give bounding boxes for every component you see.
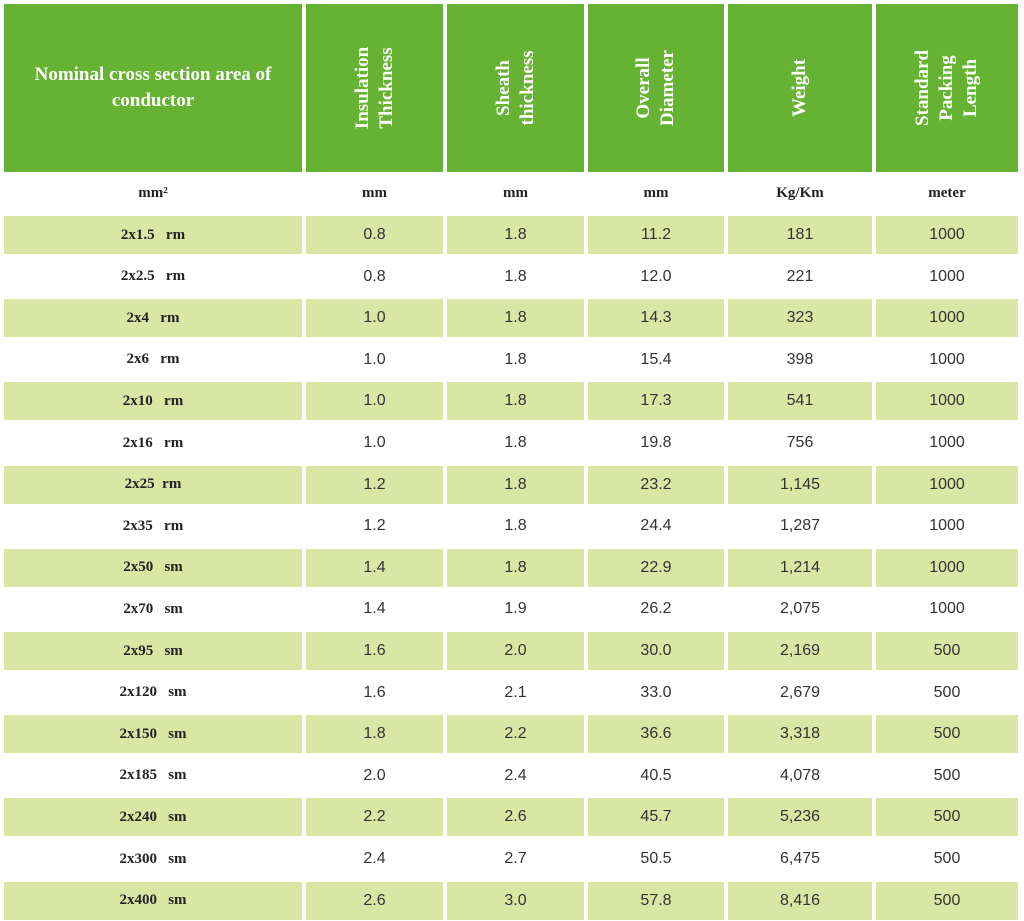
column-packing-length [876, 0, 1018, 921]
cell-insulation-thickness-row-5: 1.0 [306, 382, 443, 420]
cell-conductor-area-row-17: 2x400 sm [4, 882, 302, 920]
unit-packing-length: meter [928, 184, 966, 201]
cell-packing-length-row-7: 1000 [876, 466, 1018, 504]
cell-weight-row-12: 2,679 [779, 683, 821, 701]
cell-overall-diameter-row-15: 45.7 [588, 798, 724, 836]
header-label-sheath-thickness: Sheath thickness [492, 50, 538, 126]
cell-overall-diameter-row-13: 36.6 [588, 715, 724, 753]
cell-weight-row-9: 1,214 [728, 549, 872, 587]
cell-packing-length-row-2: 1000 [929, 267, 965, 285]
cell-conductor-area-row-15: 2x240 sm [4, 798, 302, 836]
cell-conductor-area-row-10: 2x70 sm [123, 600, 183, 617]
unit-overall-diameter: mm [643, 184, 669, 201]
cell-packing-length-row-13: 500 [876, 715, 1018, 753]
cell-weight-row-5: 541 [728, 382, 872, 420]
cell-packing-length-row-4: 1000 [929, 350, 965, 368]
cell-overall-diameter-row-9: 22.9 [588, 549, 724, 587]
cell-sheath-thickness-row-5: 1.8 [447, 382, 584, 420]
cell-conductor-area-row-14: 2x185 sm [119, 767, 187, 784]
cell-sheath-thickness-row-3: 1.8 [447, 299, 584, 337]
cell-sheath-thickness-row-14: 2.4 [504, 766, 527, 784]
cell-weight-row-2: 221 [786, 267, 814, 285]
cell-weight-row-7: 1,145 [728, 466, 872, 504]
cell-overall-diameter-row-3: 14.3 [588, 299, 724, 337]
cell-conductor-area-row-16: 2x300 sm [119, 850, 187, 867]
cell-insulation-thickness-row-16: 2.4 [363, 850, 386, 867]
header-insulation-thickness [306, 4, 443, 172]
cell-sheath-thickness-row-11: 2.0 [447, 632, 584, 670]
cell-conductor-area-row-1: 2x1.5 rm [4, 216, 302, 254]
cell-overall-diameter-row-17: 57.8 [588, 882, 724, 920]
cell-weight-row-15: 5,236 [728, 798, 872, 836]
header-overall-diameter [588, 4, 724, 172]
header-label-weight: Weight [789, 58, 810, 118]
cell-overall-diameter-row-12: 33.0 [640, 683, 672, 701]
cell-insulation-thickness-row-4: 1.0 [363, 350, 386, 368]
cell-weight-row-13: 3,318 [728, 715, 872, 753]
cell-overall-diameter-row-8: 24.4 [640, 517, 672, 535]
header-conductor-area: Nominal cross section area of conductor [4, 4, 302, 172]
cell-sheath-thickness-row-6: 1.8 [504, 434, 527, 451]
cell-insulation-thickness-row-14: 2.0 [363, 766, 386, 784]
cell-sheath-thickness-row-16: 2.7 [504, 850, 527, 867]
cell-packing-length-row-10: 1000 [929, 600, 965, 618]
cell-insulation-thickness-row-3: 1.0 [306, 299, 443, 337]
cell-conductor-area-row-13: 2x150 sm [4, 715, 302, 753]
unit-insulation-thickness: mm [362, 184, 387, 201]
cell-overall-diameter-row-1: 11.2 [588, 216, 724, 254]
cell-sheath-thickness-row-13: 2.2 [447, 715, 584, 753]
column-conductor-area [4, 0, 302, 921]
cell-packing-length-row-14: 500 [933, 766, 961, 784]
cell-insulation-thickness-row-1: 0.8 [306, 216, 443, 254]
cell-packing-length-row-11: 500 [876, 632, 1018, 670]
cell-sheath-thickness-row-1: 1.8 [447, 216, 584, 254]
cell-weight-row-14: 4,078 [779, 766, 821, 784]
cell-overall-diameter-row-11: 30.0 [588, 632, 724, 670]
header-weight [728, 4, 872, 172]
cell-sheath-thickness-row-17: 3.0 [447, 882, 584, 920]
cell-insulation-thickness-row-17: 2.6 [306, 882, 443, 920]
cell-insulation-thickness-row-9: 1.4 [306, 549, 443, 587]
cell-weight-row-6: 756 [786, 434, 814, 451]
cell-conductor-area-row-2: 2x2.5 rm [120, 268, 186, 285]
cell-packing-length-row-9: 1000 [876, 549, 1018, 587]
cell-sheath-thickness-row-2: 1.8 [504, 267, 527, 285]
column-overall-diameter [588, 0, 724, 921]
cell-conductor-area-row-7: 2x25 rm [4, 466, 302, 504]
header-label-insulation-thickness: Insulation Thickness [351, 46, 397, 130]
cell-insulation-thickness-row-7: 1.2 [306, 466, 443, 504]
cell-weight-row-16: 6,475 [779, 850, 821, 867]
cell-weight-row-10: 2,075 [779, 600, 821, 618]
cell-overall-diameter-row-4: 15.4 [640, 350, 672, 368]
cell-weight-row-17: 8,416 [728, 882, 872, 920]
unit-conductor-area: mm² [138, 184, 168, 201]
header-label-packing-length: Standard Packing Length [912, 49, 981, 127]
cell-packing-length-row-12: 500 [933, 683, 961, 701]
cell-overall-diameter-row-5: 17.3 [588, 382, 724, 420]
cell-sheath-thickness-row-4: 1.8 [504, 350, 527, 368]
cell-weight-row-3: 323 [728, 299, 872, 337]
cell-conductor-area-row-5: 2x10 rm [4, 382, 302, 420]
header-packing-length [876, 4, 1018, 172]
cell-weight-row-11: 2,169 [728, 632, 872, 670]
cell-insulation-thickness-row-13: 1.8 [306, 715, 443, 753]
cell-conductor-area-row-9: 2x50 sm [4, 549, 302, 587]
cell-weight-row-4: 398 [786, 350, 814, 368]
unit-sheath-thickness: mm [503, 184, 528, 201]
cell-overall-diameter-row-2: 12.0 [640, 267, 672, 285]
cell-sheath-thickness-row-10: 1.9 [504, 600, 527, 618]
cell-overall-diameter-row-16: 50.5 [640, 850, 672, 867]
cell-packing-length-row-17: 500 [876, 882, 1018, 920]
cell-packing-length-row-1: 1000 [876, 216, 1018, 254]
cell-insulation-thickness-row-6: 1.0 [363, 434, 386, 451]
cell-packing-length-row-8: 1000 [929, 517, 965, 535]
cell-weight-row-1: 181 [728, 216, 872, 254]
cell-overall-diameter-row-7: 23.2 [588, 466, 724, 504]
cell-conductor-area-row-6: 2x16 rm [122, 434, 184, 451]
cell-sheath-thickness-row-8: 1.8 [504, 517, 527, 535]
cell-sheath-thickness-row-7: 1.8 [447, 466, 584, 504]
column-insulation-thickness [306, 0, 443, 921]
header-label-overall-diameter: Overall Diameter [633, 50, 678, 126]
column-weight [728, 0, 872, 921]
unit-weight: Kg/Km [776, 184, 824, 201]
cell-sheath-thickness-row-9: 1.8 [447, 549, 584, 587]
cell-conductor-area-row-4: 2x6 rm [126, 351, 180, 368]
cell-insulation-thickness-row-11: 1.6 [306, 632, 443, 670]
cell-conductor-area-row-12: 2x120 sm [119, 684, 187, 701]
column-sheath-thickness [447, 0, 584, 921]
cell-weight-row-8: 1,287 [779, 517, 821, 535]
cell-packing-length-row-15: 500 [876, 798, 1018, 836]
cell-conductor-area-row-3: 2x4 rm [4, 299, 302, 337]
cell-conductor-area-row-8: 2x35 rm [122, 517, 184, 534]
cell-overall-diameter-row-14: 40.5 [640, 766, 672, 784]
cell-insulation-thickness-row-12: 1.6 [363, 683, 386, 701]
cell-conductor-area-row-11: 2x95 sm [4, 632, 302, 670]
cell-insulation-thickness-row-10: 1.4 [363, 600, 386, 618]
cell-insulation-thickness-row-2: 0.8 [363, 267, 386, 285]
cell-overall-diameter-row-10: 26.2 [640, 600, 672, 618]
cell-overall-diameter-row-6: 19.8 [640, 434, 672, 451]
cell-packing-length-row-6: 1000 [929, 434, 965, 451]
cell-sheath-thickness-row-15: 2.6 [447, 798, 584, 836]
cell-packing-length-row-3: 1000 [876, 299, 1018, 337]
cell-sheath-thickness-row-12: 2.1 [504, 683, 527, 701]
cell-insulation-thickness-row-8: 1.2 [363, 517, 386, 535]
header-sheath-thickness [447, 4, 584, 172]
cell-insulation-thickness-row-15: 2.2 [306, 798, 443, 836]
cell-packing-length-row-5: 1000 [876, 382, 1018, 420]
cell-packing-length-row-16: 500 [933, 850, 961, 867]
